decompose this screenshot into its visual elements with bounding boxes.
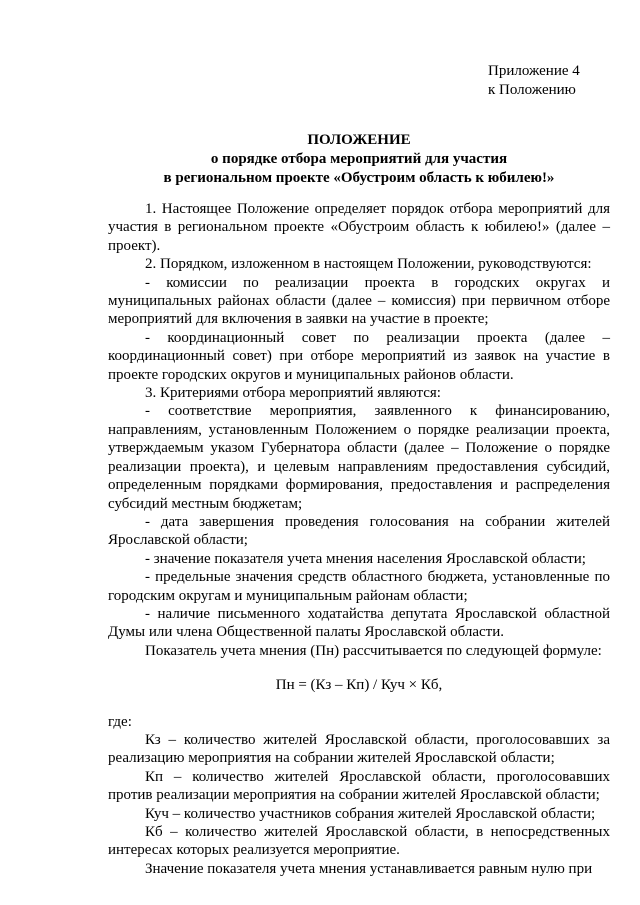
paragraph-3d: - предельные значения средств областного бюджета, установленные по городским округам и муниципальным районам области; bbox=[108, 569, 610, 604]
document-body bbox=[108, 200, 610, 878]
paragraph-4: Показатель учета мнения (Пн) рассчитывается по следующей формуле: bbox=[145, 642, 602, 659]
definition-kp: Кп – количество жителей Ярославской области, проголосовавших против реализации мероприятия на собрании жителей Ярославской области; bbox=[108, 768, 610, 804]
appendix-line-1: Приложение 4 bbox=[488, 63, 580, 79]
appendix-line-2: к Положению bbox=[488, 82, 576, 98]
definition-kuch: Куч – количество участников собрания жителей Ярославской области; bbox=[145, 805, 596, 822]
title-line-2: о порядке отбора мероприятий для участия bbox=[210, 151, 508, 167]
definition-kb: Кб – количество жителей Ярославской области, в непосредственных интересах которых реализуется мероприятие. bbox=[108, 824, 610, 859]
paragraph-5: Значение показателя учета мнения устанавливается равным нулю при bbox=[145, 860, 593, 877]
paragraph-1: 1. Настоящее Положение определяет порядок отбора мероприятий для участия в региональном проекте «Обустроим область к юбилею!» (далее – проект). bbox=[108, 201, 610, 254]
title-line-1: ПОЛОЖЕНИЕ bbox=[307, 132, 411, 148]
where-label: где: bbox=[108, 713, 132, 730]
paragraph-3c: - значение показателя учета мнения населения Ярославской области; bbox=[145, 550, 586, 567]
paragraph-3e: - наличие письменного ходатайства депутата Ярославской областной Думы или члена Общественной палаты Ярославской области. bbox=[108, 605, 610, 641]
formula: Пн = (Кз – Кп) / Куч × Кб, bbox=[275, 677, 443, 694]
paragraph-3: 3. Критериями отбора мероприятий являются: bbox=[145, 385, 441, 402]
paragraph-2a: - комиссии по реализации проекта в городских округах и муниципальных районах области (далее – комиссия) при первичном отборе мероприятий для включения в заявки на участие в проекте; bbox=[108, 274, 610, 328]
title-line-3: в региональном проекте «Обустроим область к юбилею!» bbox=[163, 170, 555, 186]
appendix-note bbox=[488, 62, 580, 100]
document-title bbox=[0, 131, 640, 188]
paragraph-2: 2. Порядком, изложенном в настоящем Положении, руководствуются: bbox=[145, 256, 592, 273]
definition-kz: Кз – количество жителей Ярославской области, проголосовавших за реализацию мероприятия на собрании жителей Ярославской области; bbox=[108, 731, 610, 767]
paragraph-3b: - дата завершения проведения голосования на собрании жителей Ярославской области; bbox=[108, 513, 610, 549]
paragraph-3a: - соответствие мероприятия, заявленного к финансированию, направлениям, установленным Положением о порядке реализации проекта, утверждаемым указом Губернатора области (далее – Положение о порядке реализации проекта), и целевым направлениям предоставления субсидий, определенным порядками формирования, предоставления и распределения субсидий местным бюджетам; bbox=[108, 403, 610, 512]
paragraph-2b: - координационный совет по реализации проекта (далее – координационный совет) при отборе мероприятий из заявок на участие в проекте городских округов и муниципальных районов области. bbox=[108, 329, 610, 383]
